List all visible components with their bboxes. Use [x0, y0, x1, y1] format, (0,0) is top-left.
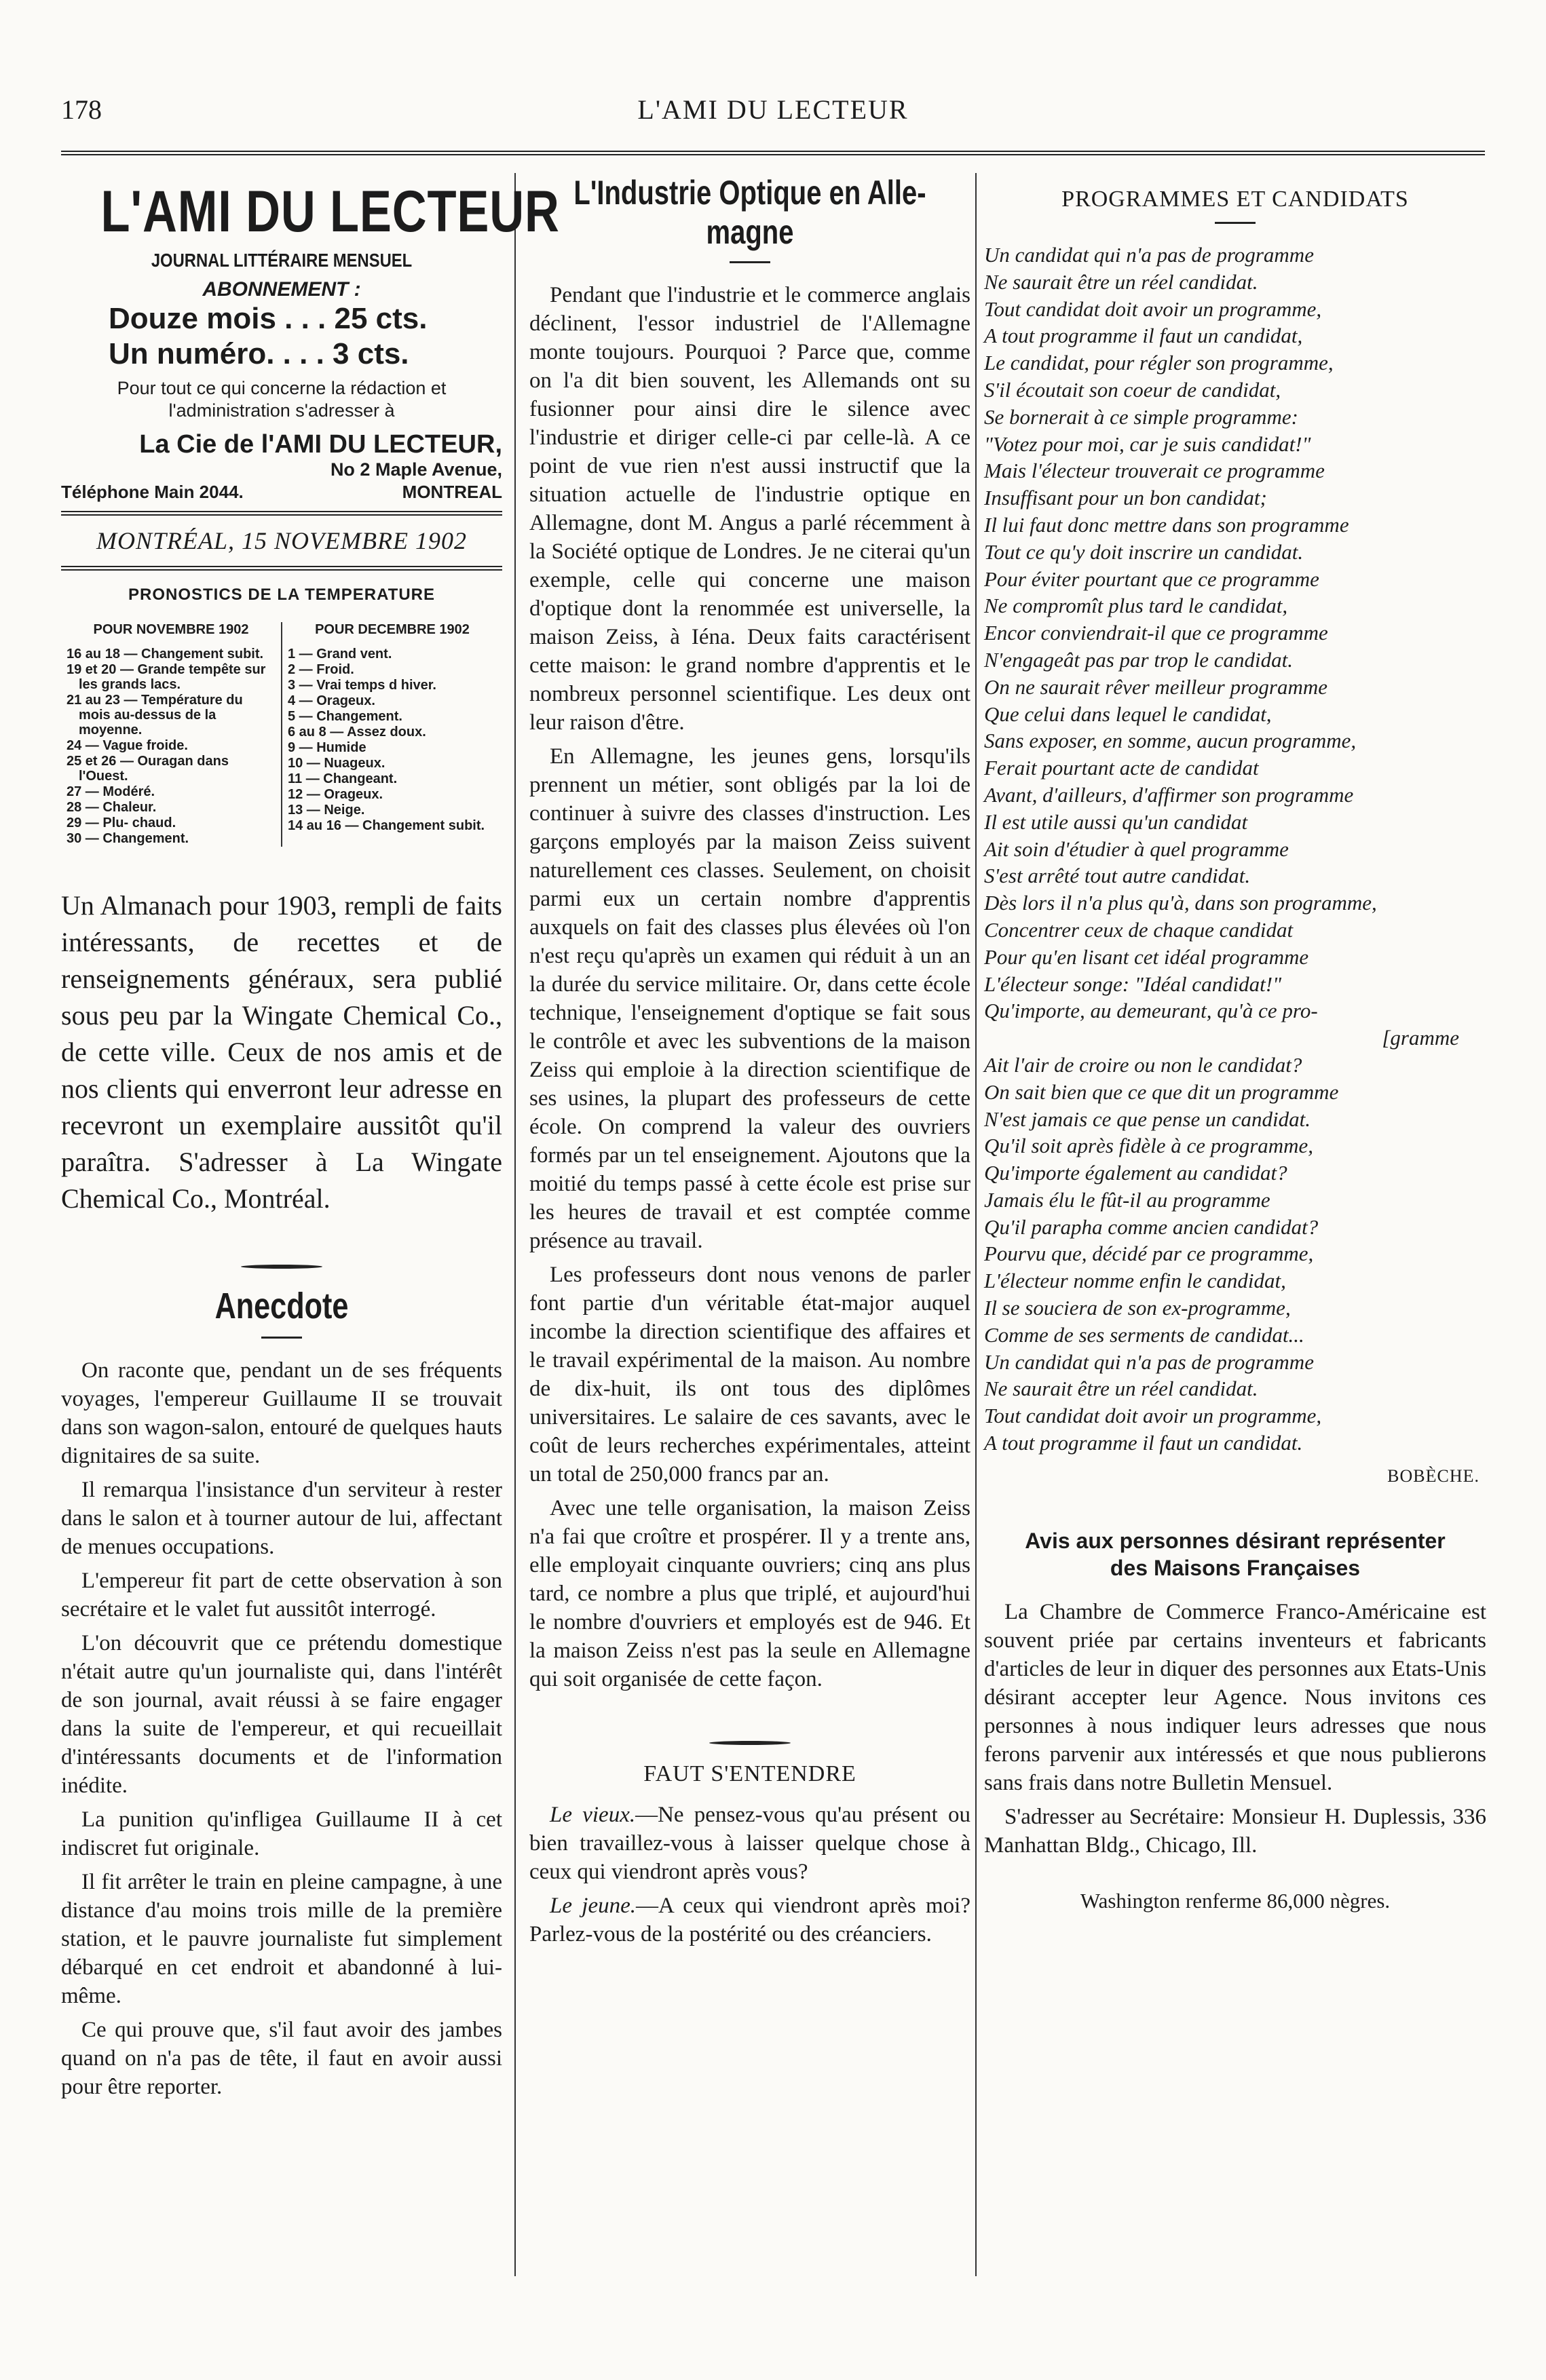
faut-speaker: Le vieux.	[550, 1803, 636, 1827]
forecast-item: 9 — Humide	[288, 740, 366, 755]
avis-paragraph: La Chambre de Commerce Franco-Américaine est souvent priée par certains inventeurs et fabricants d'articles de leur in diquer des personnes aux Etats-Unis désirant accepter leur Agence. Nous invitons ces personnes à nous indiquer leurs adresses que nous ferons parvenir aux intéressés et que nous publierons sans frais dans notre Bulletin Mensuel.	[984, 1599, 1486, 1795]
poem-line: Qu'il parapha comme ancien candidat?	[984, 1214, 1319, 1239]
forecast-december	[281, 622, 502, 847]
poem-line: Insuffisant pour un bon candidat;	[984, 486, 1267, 510]
poem-line: Pour qu'en lisant cet idéal programme	[984, 944, 1309, 969]
short-rule	[261, 1337, 302, 1339]
washington-note: Washington renferme 86,000 nègres.	[1080, 1888, 1391, 1913]
forecast-table	[61, 622, 502, 847]
price-issue: Un numéro. . . . 3 cts.	[109, 337, 409, 370]
faut-text: —A ceux qui viendront après moi? Parlez-vous de la postérité ou des créanciers.	[529, 1894, 970, 1946]
forecast-item: 19 et 20 — Grande tempête sur les grands lacs.	[67, 662, 266, 692]
forecast-item: 28 — Chaleur.	[67, 800, 157, 815]
poem-line: Concentrer ceux de chaque candidat	[984, 917, 1294, 942]
forecast-item: 12 — Orageux.	[288, 787, 383, 802]
poem-line: A tout programme il faut un candidat,	[984, 324, 1303, 348]
poem-line: Tout candidat doit avoir un programme,	[984, 1404, 1322, 1428]
forecast-item: 14 au 16 — Changement subit.	[288, 818, 485, 833]
faut-text: —Ne pensez-vous qu'au présent ou bien travaillez-vous à laisser quelque chose à ceux qui viendront après vous?	[529, 1803, 970, 1884]
poem-line: Qu'il soit après fidèle à ce programme,	[984, 1134, 1314, 1158]
industrie-paragraph: Avec une telle organisation, la maison Zeiss n'a fai que croître et prospérer. Il y a trente ans, elle employait cinquante ouvriers; cinq ans plus tard, ce nombre a plus que triplé, et aujourd'hui le nombre d'ouvriers et employés est de 946. Et la maison Zeiss n'est pas la seule en Allemagne qui soit organisée de cette façon.	[529, 1496, 970, 1691]
forecast-item: 21 au 23 — Température du mois au-dessus de la moyenne.	[67, 693, 243, 737]
poem-line: L'électeur nomme enfin le candidat,	[984, 1269, 1286, 1293]
poem-line: Ait l'air de croire ou non le candidat?	[984, 1052, 1302, 1077]
poem-line: Il lui faut donc mettre dans son programme	[984, 512, 1349, 537]
poem-line: S'est arrêté tout autre candidat.	[984, 864, 1251, 888]
forecast-item: 6 au 8 — Assez doux.	[288, 725, 426, 740]
poem-line: Comme de ses serments de candidat...	[984, 1322, 1304, 1347]
column-divider	[514, 173, 516, 2276]
poem-line: Sans exposer, en somme, aucun programme,	[984, 729, 1357, 753]
poem-line: L'électeur songe: "Idéal candidat!"	[984, 972, 1282, 996]
poem-signature: BOBÈCHE.	[1387, 1465, 1479, 1486]
anecdote-paragraph: Ce qui prouve que, s'il faut avoir des jambes quand on n'a pas de tête, il faut en avoir aussi pour être reporter.	[61, 2018, 502, 2099]
column-left	[61, 173, 560, 2107]
forecast-title: PRONOSTICS DE LA TEMPERATURE	[128, 586, 436, 604]
poem-line: Ait soin d'étudier à quel programme	[984, 837, 1289, 861]
poem-line: Qu'importe, au demeurant, qu'à ce pro-	[984, 999, 1318, 1023]
poem-line: Tout ce qu'y doit inscrire un candidat.	[984, 539, 1304, 564]
anecdote-paragraph: Il remarqua l'insistance d'un serviteur à rester dans le salon et à tourner autour de lui, affectant de menues occupations.	[61, 1478, 502, 1559]
header-rule	[61, 151, 1485, 155]
forecast-item: 4 — Orageux.	[288, 693, 375, 708]
column-right	[984, 173, 1486, 1921]
forecast-item: 11 — Changeant.	[288, 771, 398, 786]
poem-line: Un candidat qui n'a pas de programme	[984, 1349, 1314, 1374]
publisher-address: No 2 Maple Avenue,	[330, 459, 502, 480]
poem-line: Pourvu que, décidé par ce programme,	[984, 1242, 1314, 1266]
forecast-heading: POUR NOVEMBRE 1902	[93, 622, 249, 637]
almanac-notice: Un Almanach pour 1903, rempli de faits intéressants, de recettes et de renseignements généraux, sera publié sous peu par la Wingate Chemical Co., de cette ville. Ceux de nos amis et de nos clients qui enverront leur adresse en recevront un exemplaire aussitôt qu'il paraîtra. S'adresser à La Wingate Chemical Co., Montréal.	[61, 890, 502, 1214]
faut-title: FAUT S'ENTENDRE	[643, 1761, 856, 1786]
masthead-subtitle: JOURNAL LITTÉRAIRE MENSUEL	[151, 250, 413, 271]
poem-line: S'il écoutait son coeur de candidat,	[984, 377, 1281, 402]
double-rule	[61, 511, 502, 516]
industrie-paragraph: En Allemagne, les jeunes gens, lorsqu'ils prennent un métier, sont obligés par la loi de continuer à suivre des classes d'instruction. Les garçons employés par la maison Zeiss suivent naturellement ces classes. Seulement, on choisit parmi eux un certain nombre d'apprentis auxquels on fait des classes plus élevées où l'on n'est reçu qu'après un examen qui réduit à un an la durée du service militaire. Or, dans cette école technique, l'enseignement d'optique se fait sous le contrôle et avec les subventions de la maison Zeiss qui emploie à la direction scientifique de ses usines, la plupart des professeurs de cette école. On comprend la valeur des ouvriers formés par un tel enseignement. Ajoutons que la moitié du temps passé à cette école est prise sur les heures de travail et est comptée comme présence au travail.	[529, 744, 970, 1253]
faut-paragraph	[529, 1892, 970, 1949]
forecast-item: 13 — Neige.	[288, 803, 365, 818]
faut-paragraph	[529, 1801, 970, 1886]
forecast-item: 16 au 18 — Changement subit.	[67, 647, 264, 661]
forecast-heading: POUR DECEMBRE 1902	[315, 622, 470, 637]
poem-line: Avant, d'ailleurs, d'affirmer son programme	[984, 782, 1354, 807]
short-rule	[730, 261, 770, 263]
industrie-title-line: L'Industrie Optique en Alle-	[573, 174, 926, 212]
page-number: 178	[61, 94, 102, 125]
poem-line: Jamais élu le fût-il au programme	[984, 1187, 1270, 1212]
city: MONTREAL	[402, 482, 502, 502]
anecdote-paragraph: Il fit arrêter le train en pleine campagne, à une distance d'au moins trois mille de la première station, et le pauvre journaliste fut simplement débarqué en cet endroit et abandonné à lui-même.	[61, 1870, 502, 2008]
poem-line: Ferait pourtant acte de candidat	[984, 756, 1259, 780]
forecast-item: 5 — Changement.	[288, 709, 402, 724]
poem-line: Il se souciera de son ex-programme,	[984, 1296, 1291, 1320]
forecast-item: 2 — Froid.	[288, 662, 354, 677]
forecast-item: 25 et 26 — Ouragan dans l'Ouest.	[67, 754, 229, 784]
poem-line: Ne compromît plus tard le candidat,	[984, 594, 1288, 618]
running-title: L'AMI DU LECTEUR	[637, 94, 909, 125]
poem-line: "Votez pour moi, car je suis candidat!"	[984, 431, 1311, 456]
poem-line: Ne saurait être un réel candidat.	[984, 269, 1258, 294]
avis-title	[984, 1527, 1486, 1581]
forecast-item: 10 — Nuageux.	[288, 756, 385, 771]
contact-note: Pour tout ce qui concerne la rédaction et l'administration s'adresser à	[117, 378, 447, 421]
poem-line: Qu'importe également au candidat?	[984, 1161, 1287, 1185]
poem-line: On ne saurait rêver meilleur programme	[984, 674, 1327, 699]
running-head	[61, 94, 1485, 134]
poem-line: Encor conviendrait-il que ce programme	[984, 621, 1328, 645]
poem-line: N'engageât pas par trop le candidat.	[984, 647, 1293, 672]
forecast-item: 27 — Modéré.	[67, 784, 155, 799]
phone-number: Téléphone Main 2044.	[61, 482, 244, 502]
price-year: Douze mois . . . 25 cts.	[109, 302, 428, 335]
industrie-paragraph: Pendant que l'industrie et le commerce anglais déclinent, l'essor industriel de l'Allemagne monte toujours. Pourquoi ? Parce que, comme on l'a dit bien souvent, les Allemands ont su fusionner pour ainsi dire le silence avec l'industrie et diriger celle-ci par celle-là. A ce point de vue rien n'est aussi instructif que la situation actuelle de l'industrie optique en Allemagne, dont M. Angus a parlé récemment à la Société optique de Londres. Je ne citerai qu'un exemple, celle qui concerne une maison d'optique dont la renommée est universelle, la maison Zeiss, à Iéna. Deux faits caractérisent cette maison: le grand nombre d'apprentis et le nombreux personnel scientifique. Les deux ont leur raison d'être.	[529, 283, 970, 735]
anecdote-paragraph: L'on découvrit que ce prétendu domestique n'était autre qu'un journaliste qui, dans l'intérêt de son journal, avait réussi à se faire engager dans la suite de l'empereur, et qui recueillait d'intéressants documents et de l'information inédite.	[61, 1631, 502, 1798]
poem-line: Un candidat qui n'a pas de programme	[984, 243, 1314, 267]
masthead-title: L'AMI DU LECTEUR	[100, 179, 560, 244]
ornament-divider	[241, 1265, 322, 1271]
poem-line: A tout programme il faut un candidat.	[984, 1431, 1303, 1455]
anecdote-paragraph: On raconte que, pendant un de ses fréquents voyages, l'empereur Guillaume II se trouvait dans son wagon-salon, entouré de quelques hauts dignitaires de sa suite.	[61, 1358, 502, 1468]
column-middle	[529, 173, 970, 1954]
programmes-title: PROGRAMMES ET CANDIDATS	[1061, 187, 1409, 212]
forecast-item: 1 — Grand vent.	[288, 647, 392, 661]
column-divider	[975, 173, 977, 2276]
poem-line: Ne saurait être un réel candidat.	[984, 1377, 1258, 1401]
double-rule	[61, 566, 502, 571]
avis-paragraph: S'adresser au Secrétaire: Monsieur H. Duplessis, 336 Manhattan Bldg., Chicago, Ill.	[984, 1804, 1486, 1858]
ornament-divider	[709, 1741, 791, 1748]
faut-speaker: Le jeune.	[550, 1894, 636, 1918]
poem-line: [gramme	[1382, 1026, 1459, 1050]
poem-line: Que celui dans lequel le candidat,	[984, 702, 1272, 726]
poem-line: N'est jamais ce que pense un candidat.	[984, 1107, 1311, 1131]
poem-line: Mais l'électeur trouverait ce programme	[984, 459, 1325, 483]
forecast-november	[61, 622, 281, 847]
poem-line: Dès lors il n'a plus qu'à, dans son programme,	[984, 891, 1377, 915]
short-rule	[1215, 222, 1256, 224]
industrie-title-line: magne	[706, 213, 794, 251]
subscription-label: ABONNEMENT :	[202, 278, 361, 301]
poem-line: Pour éviter pourtant que ce programme	[984, 567, 1319, 591]
industrie-paragraph: Les professeurs dont nous venons de parler font partie d'un véritable état-major auquel incombe la direction scientifique des affaires et le travail expérimental de la maison. Au nombre de dix-huit, ils ont tous des diplômes universitaires. Le salaire de ces savants, avec le coût de leurs recherches expérimentales, atteint un total de 250,000 francs par an.	[529, 1263, 970, 1486]
forecast-item: 29 — Plu- chaud.	[67, 815, 176, 830]
poem-line: Se bornerait à ce simple programme:	[984, 404, 1298, 429]
publisher-name: La Cie de l'AMI DU LECTEUR,	[139, 430, 502, 459]
poem-line: Tout candidat doit avoir un programme,	[984, 296, 1322, 321]
poem-line: On sait bien que ce que dit un programme	[984, 1079, 1339, 1104]
phone-line	[61, 482, 502, 503]
forecast-item: 30 — Changement.	[67, 831, 189, 846]
anecdote-title: Anecdote	[214, 1286, 349, 1326]
forecast-item: 3 — Vrai temps d hiver.	[288, 678, 436, 693]
industrie-title	[573, 173, 926, 252]
anecdote-paragraph: La punition qu'infligea Guillaume II à cet indiscret fut originale.	[61, 1807, 502, 1860]
avis-title-line: des Maisons Françaises	[1110, 1555, 1361, 1580]
anecdote-paragraph: L'empereur fit part de cette observation à son secrétaire et le valet fut aussitôt interrogé.	[61, 1569, 502, 1621]
issue-date: MONTRÉAL, 15 NOVEMBRE 1902	[96, 527, 467, 554]
forecast-item: 24 — Vague froide.	[67, 738, 188, 753]
poem	[984, 242, 1486, 1457]
poem-line: Le candidat, pour régler son programme,	[984, 351, 1334, 375]
poem-line: Il est utile aussi qu'un candidat	[984, 809, 1248, 834]
avis-title-line: Avis aux personnes désirant représenter	[1025, 1528, 1446, 1553]
